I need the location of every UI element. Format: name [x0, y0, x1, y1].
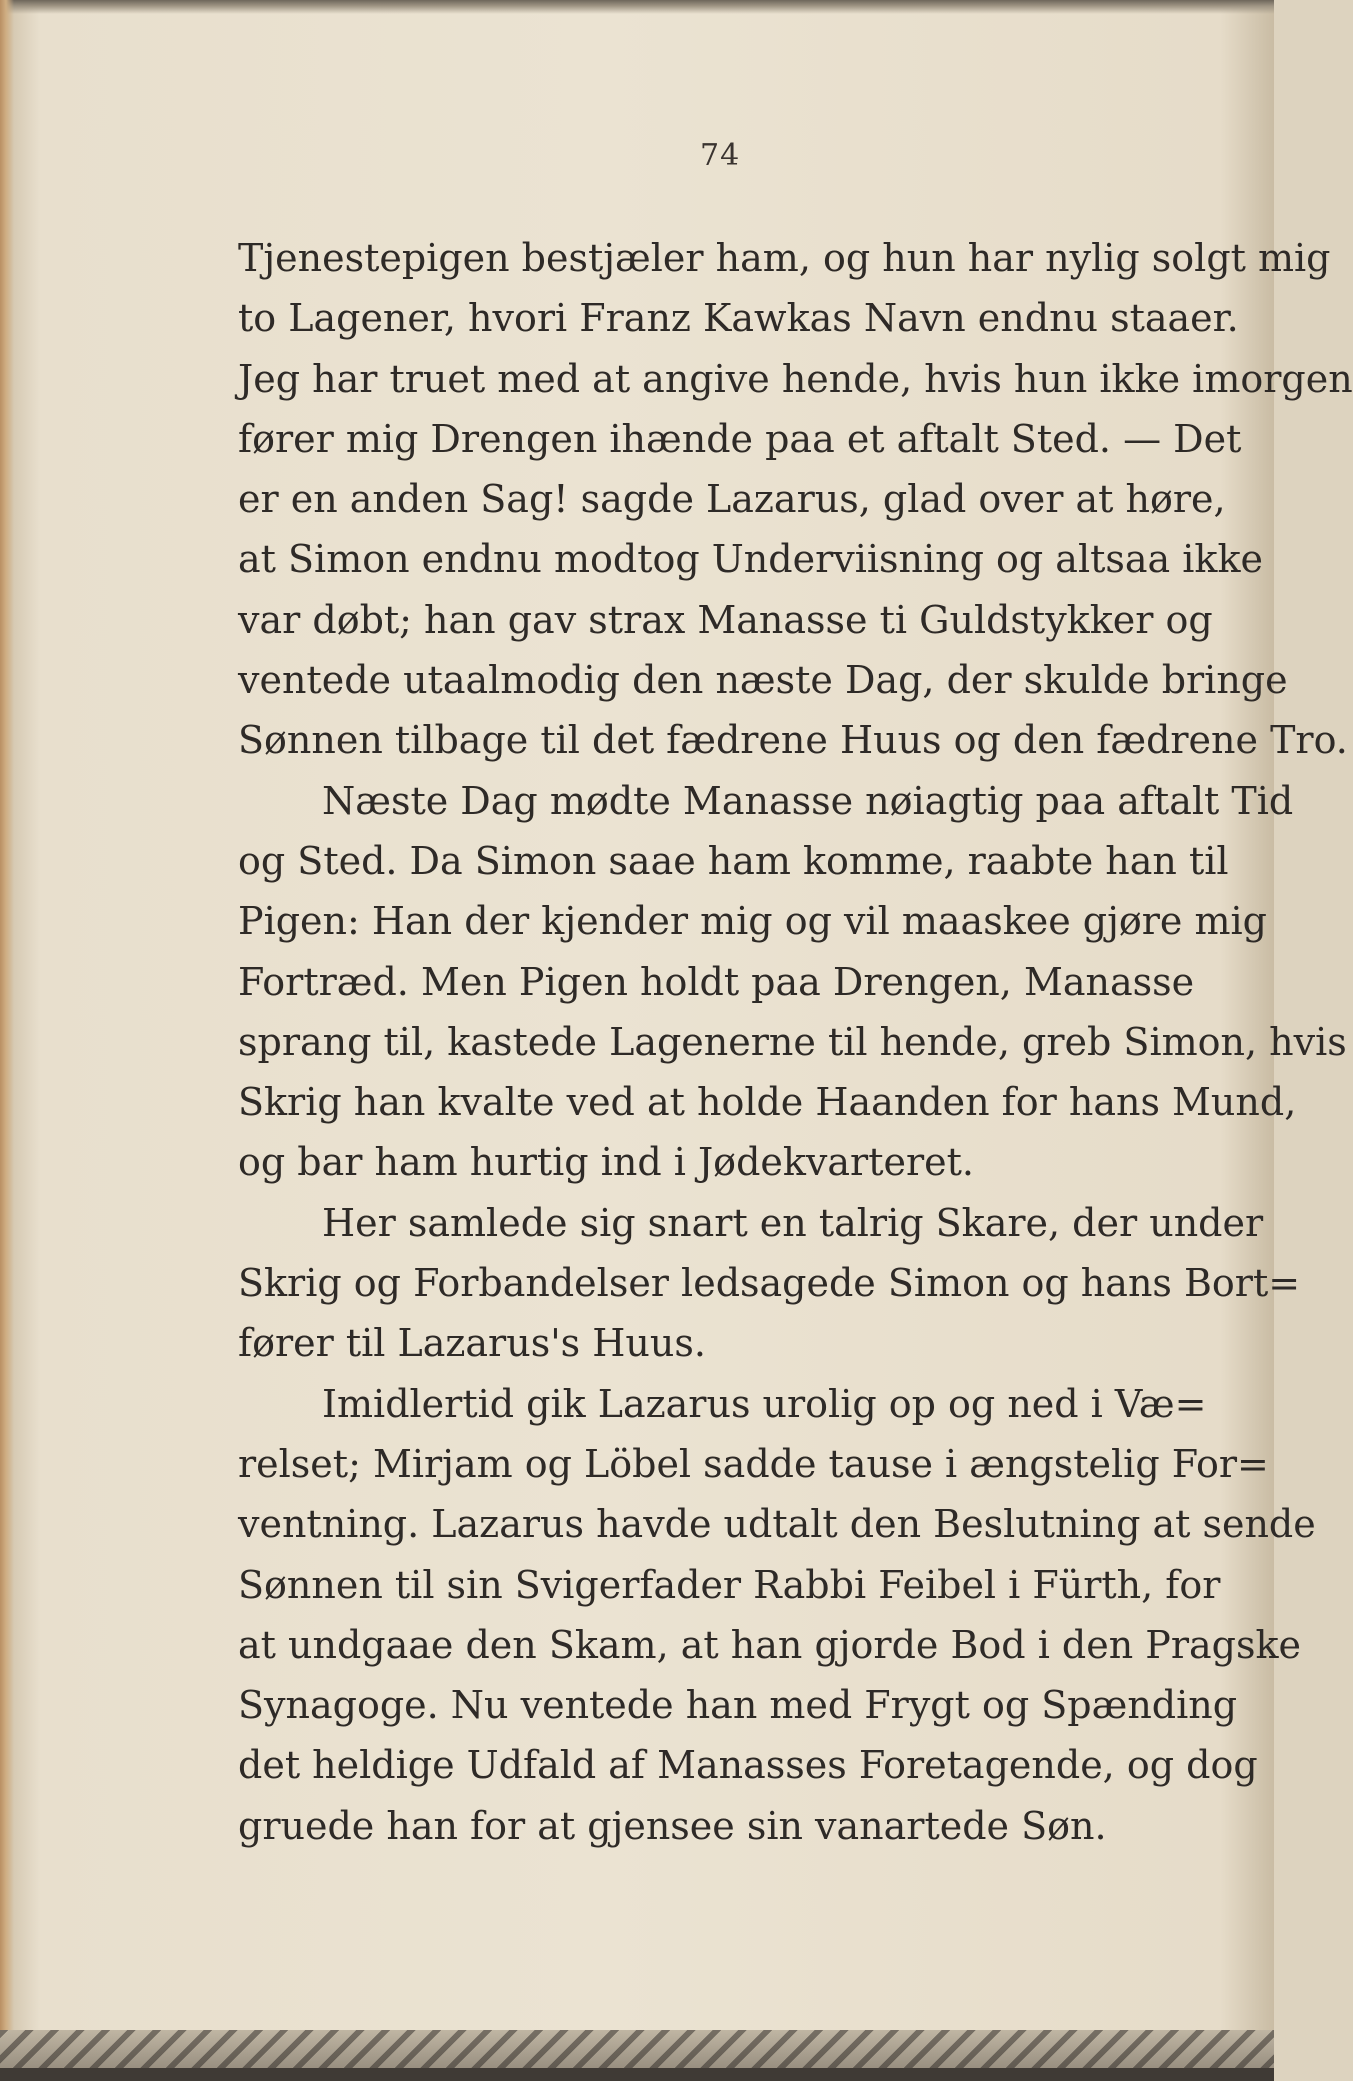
text-line: Her samlede sig snart en talrig Skare, der under [322, 1200, 1264, 1245]
text-line: ventede utaalmodig den næste Dag, der skulde bringe [238, 658, 1288, 703]
text-line: Sønnen tilbage til det fædrene Huus og den fædrene Tro. [238, 718, 1348, 763]
text-line: Næste Dag mødte Manasse nøiagtig paa aftalt Tid [322, 778, 1294, 823]
text-line: Tjenestepigen bestjæler ham, og hun har nylig solgt mig [238, 236, 1331, 280]
page-top-edge [0, 0, 1274, 14]
text-line: at undgaae den Skam, at han gjorde Bod i den Pragske [238, 1622, 1302, 1667]
text-line: Skrig og Forbandelser ledsagede Simon og hans Bort= [238, 1261, 1301, 1306]
text-line: Sønnen til sin Svigerfader Rabbi Feibel i Fürth, for [238, 1562, 1221, 1607]
text-line: og Sted. Da Simon saae ham komme, raabte han til [238, 838, 1229, 883]
text-line: Jeg har truet med at angive hende, hvis hun ikke imorgen [238, 356, 1353, 401]
text-line: Synagoge. Nu ventede han med Frygt og Spænding [238, 1683, 1238, 1728]
text-line: at Simon endnu modtog Underviisning og altsaa ikke [238, 537, 1263, 582]
text-line: relset; Mirjam og Löbel sadde tause i ængstelig For= [238, 1441, 1269, 1486]
text-line: Skrig han kvalte ved at holde Haanden for hans Mund, [238, 1080, 1297, 1125]
bottom-edge-strip [0, 2068, 1274, 2081]
text-line: er en anden Sag! sagde Lazarus, glad over at høre, [238, 477, 1226, 522]
page-number: 74 [700, 138, 741, 173]
text-line: to Lagener, hvori Franz Kawkas Navn endnu staaer. [238, 296, 1239, 341]
text-line: fører til Lazarus's Huus. [238, 1321, 706, 1366]
text-line: Fortræd. Men Pigen holdt paa Drengen, Manasse [238, 959, 1195, 1004]
text-line: sprang til, kastede Lagenerne til hende, greb Simon, hvis [238, 1019, 1347, 1064]
body-text [238, 228, 1353, 1856]
text-line: fører mig Drengen ihænde paa et aftalt Sted. — Det [238, 416, 1242, 461]
text-line: gruede han for at gjensee sin vanartede Søn. [238, 1803, 1107, 1848]
text-line: Pigen: Han der kjender mig og vil maaskee gjøre mig [238, 899, 1268, 944]
text-line: var døbt; han gav strax Manasse ti Guldstykker og [238, 597, 1213, 642]
page-left-edge [0, 0, 14, 2081]
text-line: ventning. Lazarus havde udtalt den Beslutning at sende [238, 1502, 1316, 1547]
text-line: det heldige Udfald af Manasses Foretagende, og dog [238, 1743, 1258, 1788]
text-line: Imidlertid gik Lazarus urolig op og ned i Væ= [322, 1381, 1207, 1426]
text-line: og bar ham hurtig ind i Jødekvarteret. [238, 1140, 974, 1185]
